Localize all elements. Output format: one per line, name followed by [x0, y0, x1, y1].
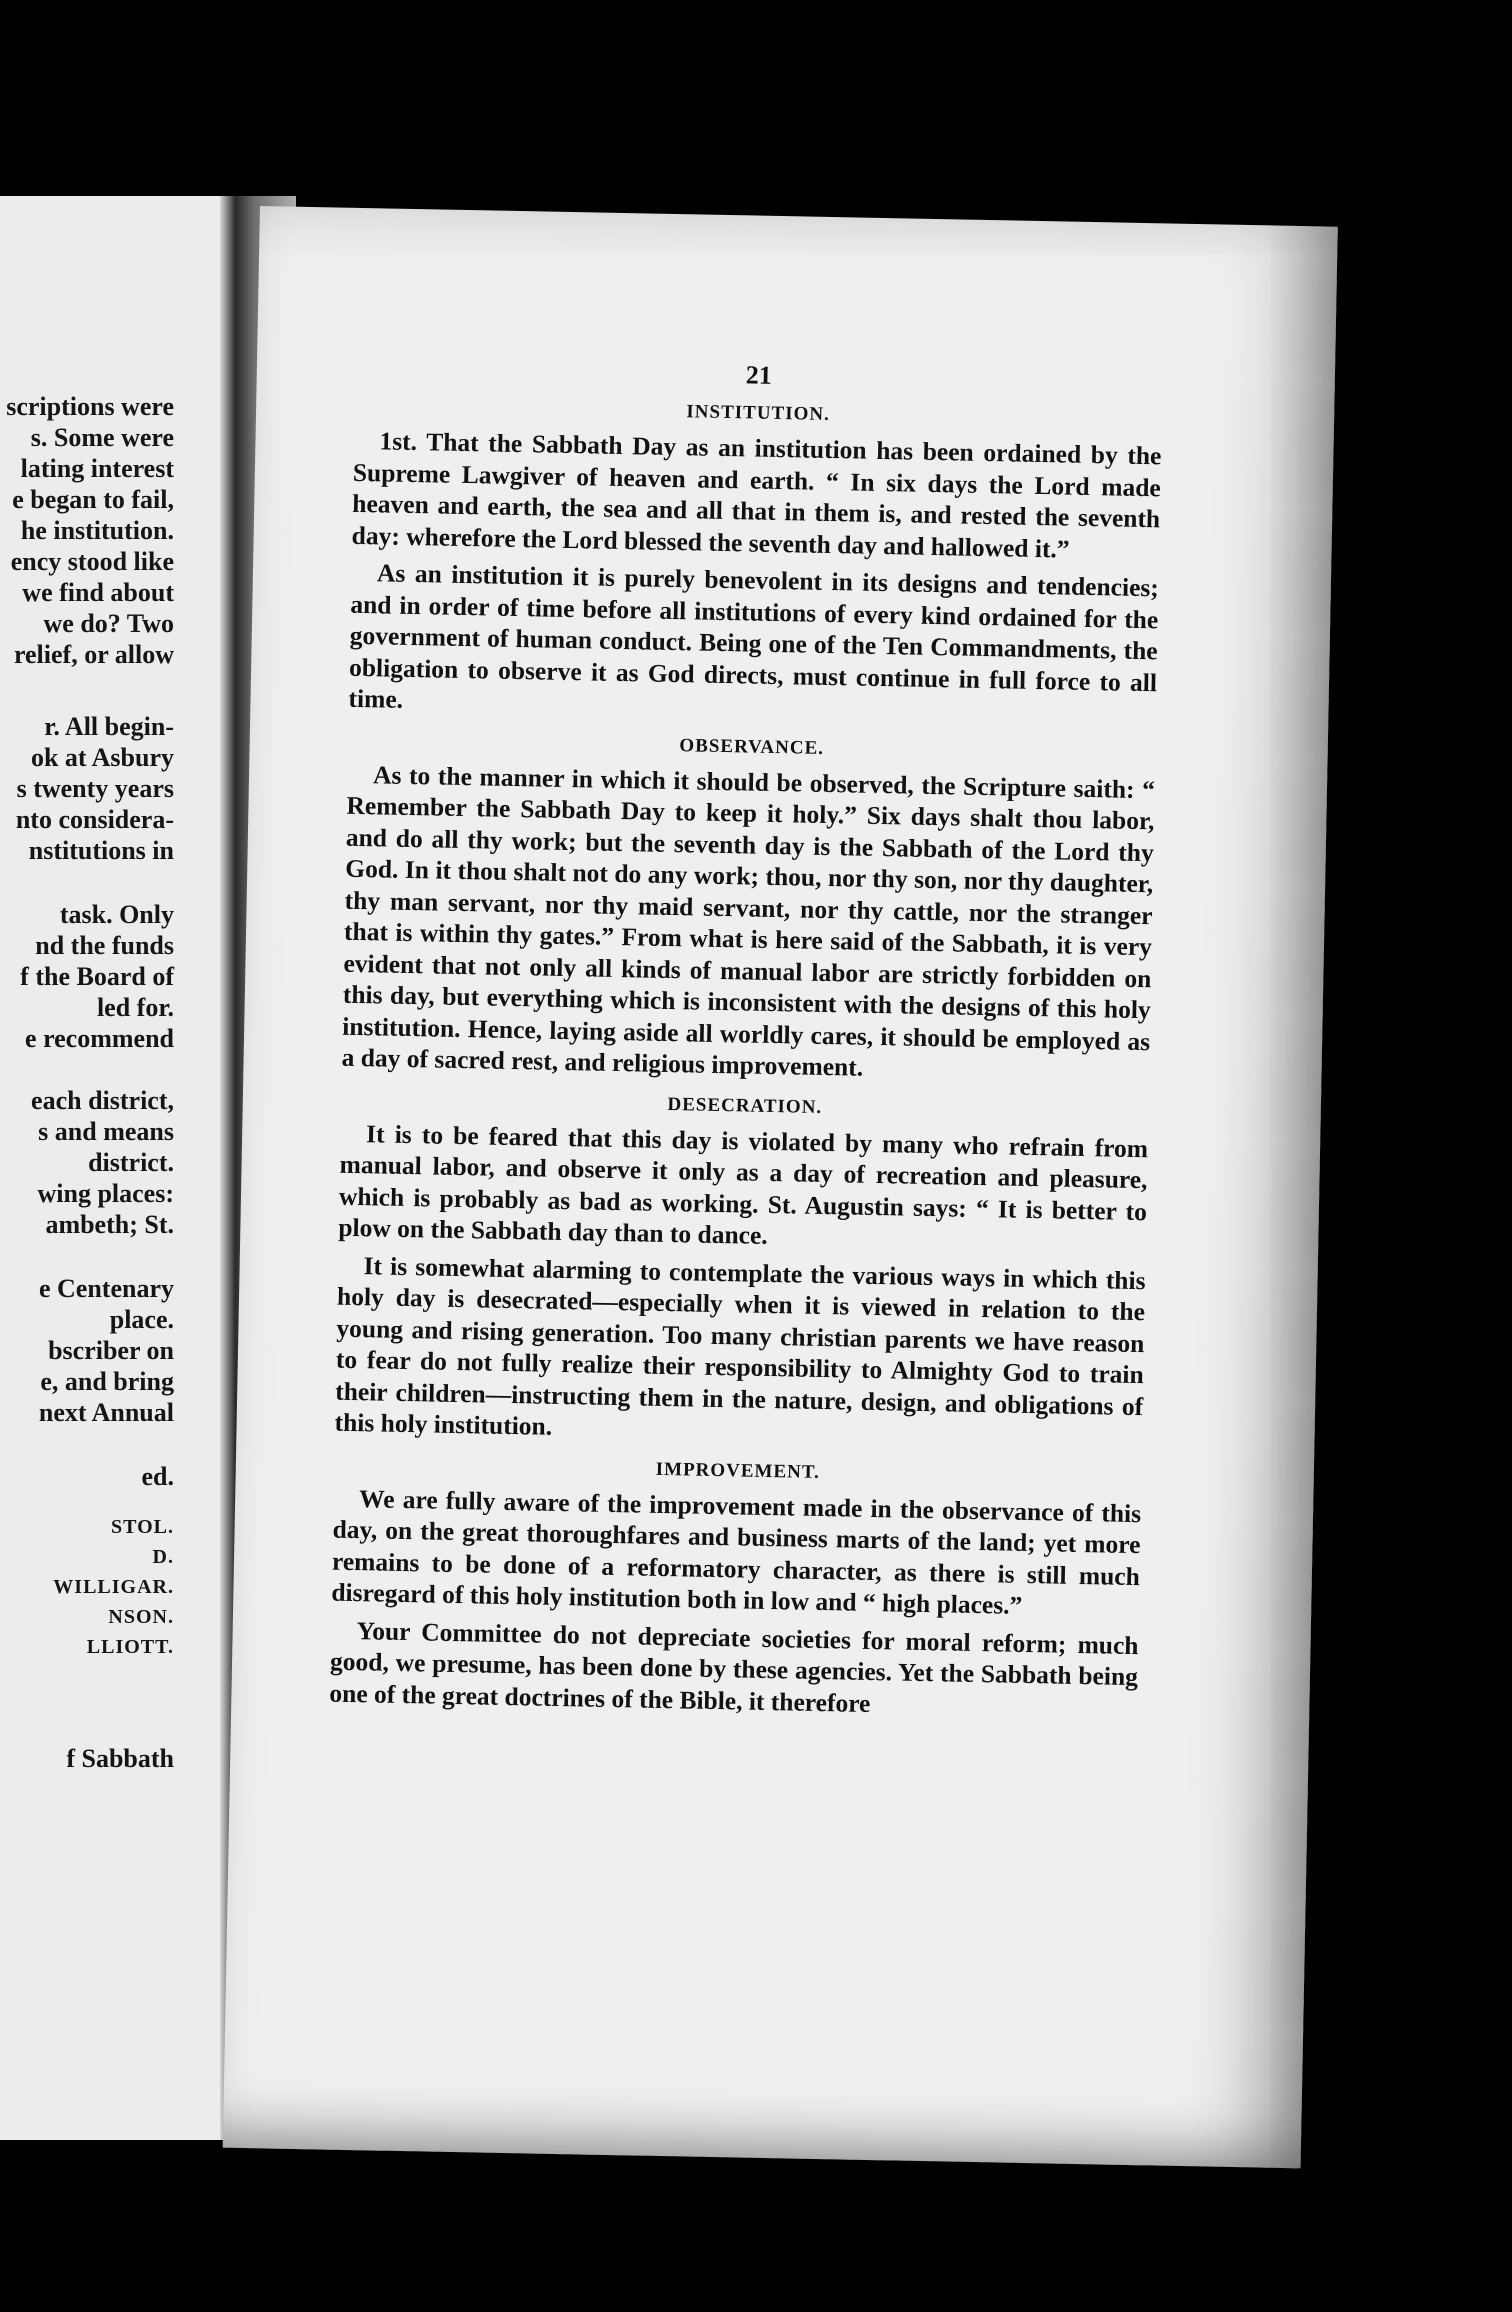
left-line: s. Some were [30, 423, 174, 452]
left-line: e recommend [25, 1024, 174, 1053]
left-line: district. [88, 1148, 174, 1177]
paragraph: 1st. That the Sabbath Day as an institution has been ordained by the Supreme Lawgiver of heaven and earth. “ In six days the Lord made heaven and earth, the sea and all that in them is, and rested the seventh day: wherefore the Lord blessed the seventh day and hallowed it.” [351, 426, 1162, 564]
left-line: scriptions were [6, 392, 174, 421]
left-line: r. All begin- [44, 712, 174, 741]
left-line: LLIOTT. [86, 1636, 174, 1658]
left-line: e Centenary [38, 1274, 174, 1303]
left-line: next Annual [38, 1398, 174, 1427]
left-line: place. [109, 1305, 174, 1334]
left-line: f Sabbath [66, 1744, 174, 1773]
right-page [223, 206, 1338, 2168]
left-line: ed. [141, 1462, 174, 1491]
section-heading: OBSERVANCE. [679, 734, 825, 759]
left-line: we find about [22, 578, 174, 607]
left-line: NSON. [108, 1606, 174, 1628]
left-line: nstitutions in [28, 836, 174, 865]
left-line: he institution. [20, 516, 174, 545]
left-line: led for. [96, 993, 174, 1022]
left-line: f the Board of [20, 962, 174, 991]
left-line: task. Only [59, 900, 174, 929]
paragraph: Your Committee do not depreciate societies for moral reform; much good, we presume, has been done by these agencies. Yet the Sabbath being one of the great doctrines of the Bible, it therefore [329, 1615, 1139, 1718]
paragraph: It is somewhat alarming to contemplate the various ways in which this holy day is desecrated—especially when it is viewed in relation to the young and rising generation. Too many christian parents we have reason to fear do not fully realize their responsibility to Almighty God to train their children—instructing them in the nature, design, and obligations of this holy institution. [334, 1250, 1146, 1441]
page-number: 21 [745, 360, 773, 390]
section-improvement [329, 1452, 1142, 1724]
section-observance [341, 728, 1155, 1088]
paragraph: It is to be feared that this day is violated by many who refrain from manual labor, and observe it only as a day of recreation and pleasure, which is probably as bad as working. St. Augustin says: “ It is better to plow on the Sabbath day than to dance. [338, 1118, 1149, 1250]
section-heading: INSTITUTION. [686, 401, 831, 425]
paragraph: As to the manner in which it should be observed, the Scripture saith: “ Remember the Sabbath Day to keep it holy.” Six days shalt thou labor, and do all thy work; but the seventh day is the Sabbath of the Lord thy God. In it thou shalt not do any work; thou, nor thy son, nor thy daughter, thy man servant, nor thy maid servant, nor thy cattle, nor the stranger that is within thy gates.” From what is here said of the Sabbath, it is very evident that not only all kinds of manual labor are strictly forbidden on this day, but everything which is inconsistent with the designs of this holy institution. Hence, laying aside all worldly cares, it should be employed as a day of sacred rest, and religious improvement. [341, 759, 1156, 1082]
left-line: e, and bring [40, 1367, 174, 1396]
left-line: we do? Two [43, 609, 174, 638]
section-heading: IMPROVEMENT. [655, 1458, 821, 1483]
left-line: ency stood like [10, 547, 174, 576]
paragraph: As an institution it is purely benevolent in its designs and tendencies; and in order of time before all institutions of every kind ordained for the government of human conduct. Being one of the Ten Commandments, the obligation to observe it as God directs, must continue in full force to all time. [348, 558, 1160, 714]
left-line: WILLIGAR. [53, 1576, 174, 1598]
left-line: ambeth; St. [45, 1210, 174, 1239]
left-line: ok at Asbury [30, 743, 174, 772]
section-heading: DESECRATION. [667, 1093, 823, 1118]
left-line: wing places: [37, 1179, 174, 1208]
left-line: s twenty years [16, 774, 174, 803]
left-line: each district, [31, 1086, 174, 1115]
left-line: D. [152, 1546, 174, 1568]
left-line: s and means [38, 1117, 174, 1146]
left-line: bscriber on [48, 1336, 174, 1365]
section-institution [348, 395, 1162, 730]
section-desecration [334, 1087, 1149, 1453]
left-line: STOL. [111, 1516, 174, 1538]
left-line: nto considera- [15, 805, 174, 834]
left-line: e began to fail, [12, 485, 174, 514]
left-line: lating interest [20, 454, 174, 483]
left-line: nd the funds [35, 931, 174, 960]
paragraph: We are fully aware of the improvement made in the observance of this day, on the great thoroughfares and business marts of the land; yet more remains to be done of a reformatory character, as there is still much disregard of this holy institution both in low and “ high places.” [331, 1483, 1142, 1620]
left-line: relief, or allow [13, 640, 174, 669]
page-content [329, 353, 1163, 1730]
